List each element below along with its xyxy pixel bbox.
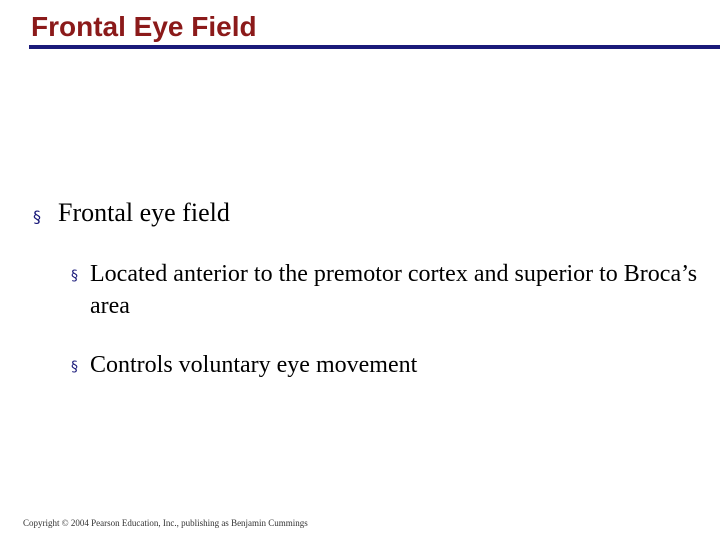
- bullet-marker-icon: §: [71, 359, 78, 375]
- bullet-text: Frontal eye field: [58, 198, 230, 227]
- slide-title: Frontal Eye Field: [31, 11, 257, 42]
- copyright-footer: Copyright © 2004 Pearson Education, Inc., publishing as Benjamin Cummings: [23, 518, 308, 528]
- sub-bullet-item: [71, 349, 711, 381]
- title-underline: [29, 45, 720, 49]
- bullet-marker-icon: §: [71, 268, 78, 284]
- sub-bullet-item: [71, 258, 711, 322]
- bullet-marker-icon: §: [33, 207, 41, 226]
- sub-bullet-text: Controls voluntary eye movement: [90, 352, 418, 378]
- sub-bullet-text: Located anterior to the premotor cortex and superior to Broca’s area: [90, 261, 698, 319]
